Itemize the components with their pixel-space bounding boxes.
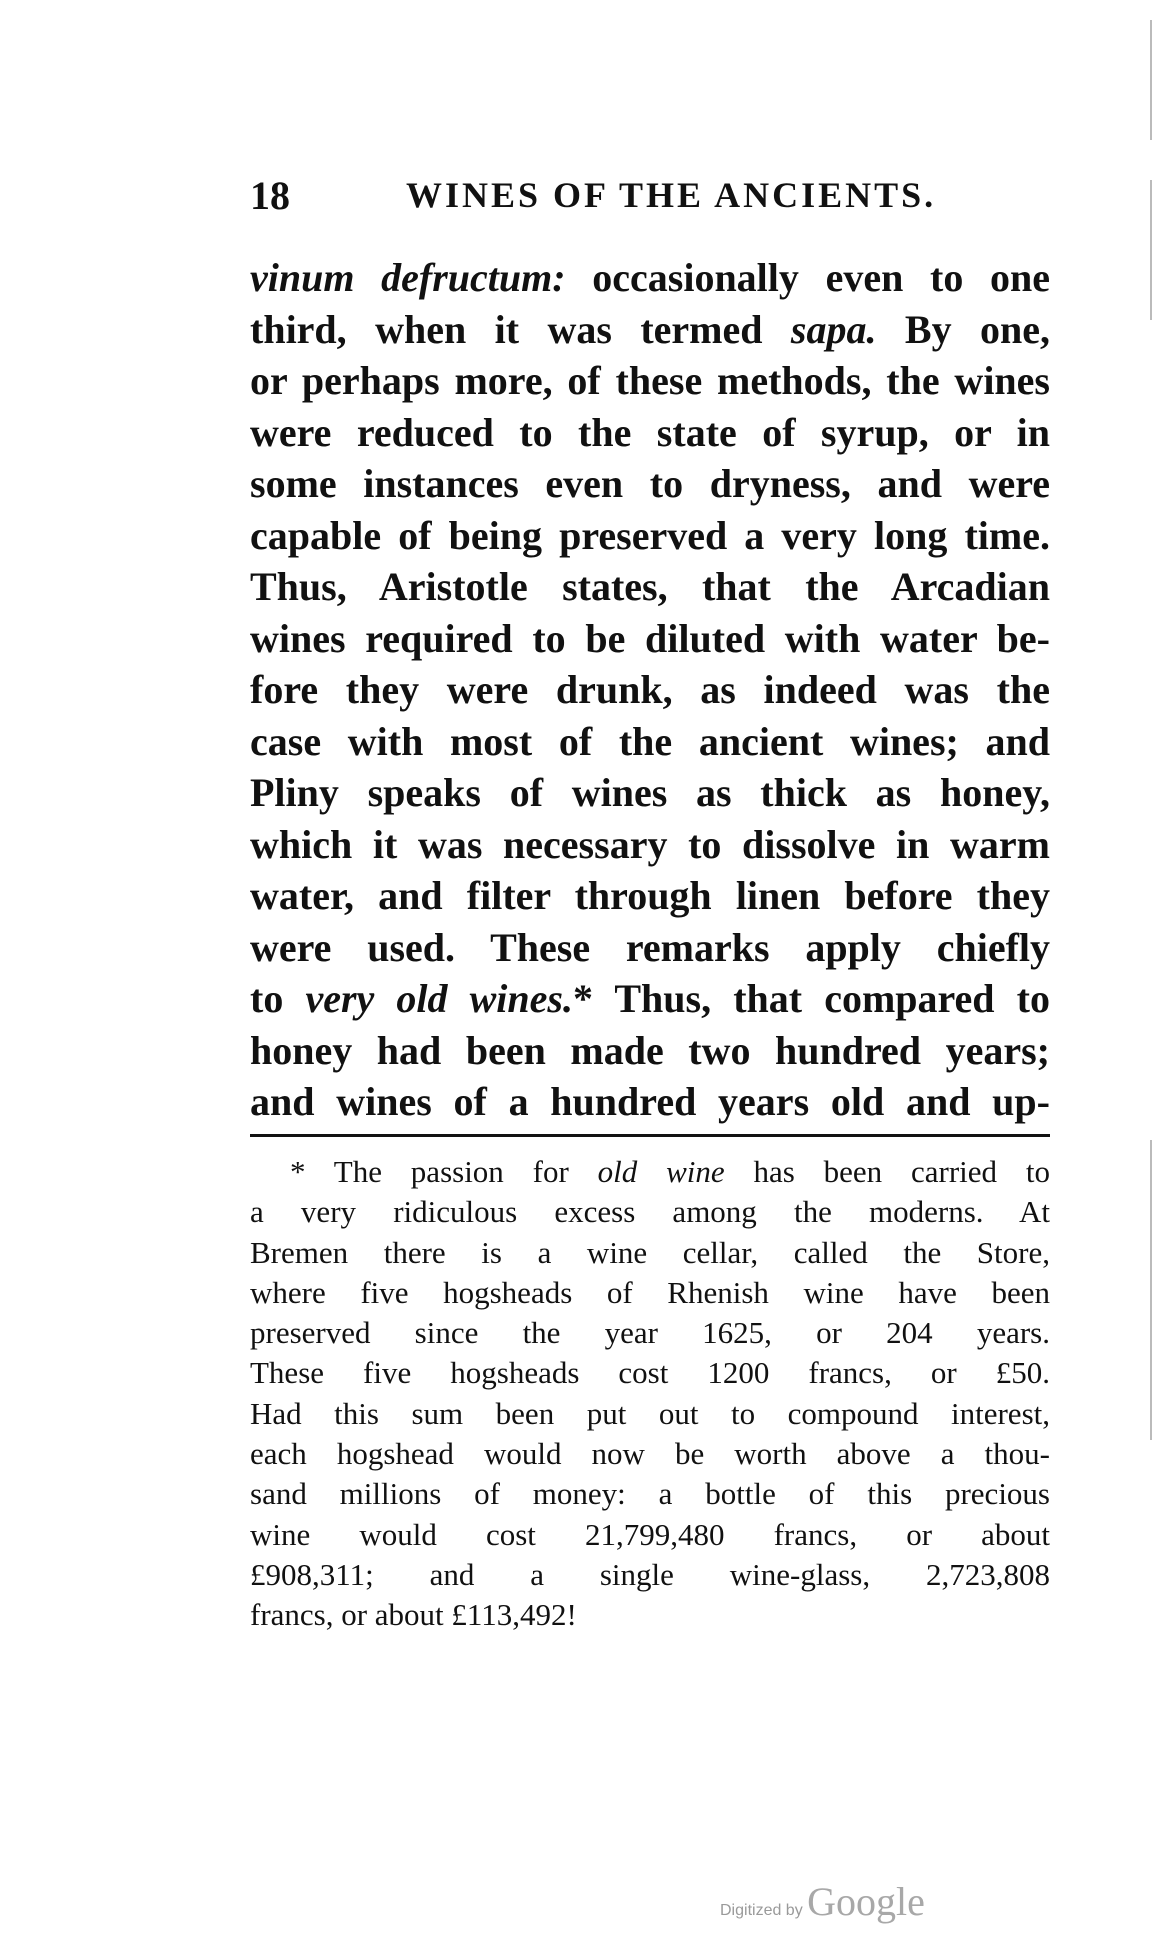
watermark-prefix: Digitized by xyxy=(720,1902,803,1919)
text-line: water, and filter through linen before they xyxy=(250,873,1050,918)
text-line xyxy=(250,973,1050,1025)
page-edge-shadow xyxy=(1150,20,1152,140)
footnote-line: a very ridiculous excess among the moderns. At xyxy=(250,1194,1050,1230)
text-line: fore they were drunk, as indeed was the xyxy=(250,667,1050,712)
footnote-line: sand millions of money: a bottle of this precious xyxy=(250,1476,1050,1512)
footnote-line: Had this sum been put out to compound interest, xyxy=(250,1395,1050,1431)
footnote xyxy=(250,1152,1050,1636)
text-line: or perhaps more, of these methods, the wines xyxy=(250,358,1050,403)
text-line: Thus, Aristotle states, that the Arcadian xyxy=(250,564,1050,609)
footnote-line: each hogshead would now be worth above a thou- xyxy=(250,1436,1050,1472)
text-line: honey had been made two hundred years; xyxy=(250,1027,1050,1073)
text-line: and wines of a hundred years old and up- xyxy=(250,1079,1050,1124)
text-line: capable of being preserved a very long time. xyxy=(250,512,1050,558)
text-run: to xyxy=(250,976,306,1021)
text-line: Pliny speaks of wines as thick as honey, xyxy=(250,770,1050,815)
text-run: has been carried to xyxy=(724,1154,1050,1189)
italic-term: very old wines. xyxy=(305,976,573,1021)
page-number: 18 xyxy=(250,173,290,218)
footnote-line: where five hogsheads of Rhenish wine have been xyxy=(250,1274,1050,1310)
italic-term: old wine xyxy=(597,1154,725,1189)
footnote-line: £908,311; and a single wine-glass, 2,723,808 xyxy=(250,1556,1050,1592)
running-title: WINES OF THE ANCIENTS. xyxy=(406,175,937,215)
watermark-brand: Google xyxy=(807,1879,925,1924)
text-line: wines required to be diluted with water be- xyxy=(250,615,1050,661)
italic-term: sapa. xyxy=(790,306,877,352)
digitized-watermark xyxy=(720,1878,925,1925)
footnote-line: These five hogsheads cost 1200 francs, or £50. xyxy=(250,1355,1050,1391)
text-run: By one, xyxy=(876,306,1050,352)
text-run: * Thus, that compared to xyxy=(572,976,1050,1021)
footnote-line: preserved since the year 1625, or 204 years. xyxy=(250,1315,1050,1351)
footnote-line: wine would cost 21,799,480 francs, or about xyxy=(250,1516,1050,1552)
text-run: * The passion for xyxy=(290,1154,598,1189)
text-line: case with most of the ancient wines; and xyxy=(250,718,1050,764)
text-run: occasionally even to one xyxy=(565,255,1050,300)
text-line: were reduced to the state of syrup, or in xyxy=(250,409,1050,455)
footnote-rule xyxy=(250,1134,1050,1137)
footnote-line: Bremen there is a wine cellar, called the Store, xyxy=(250,1234,1050,1270)
page-edge-shadow xyxy=(1150,180,1152,320)
footnote-line: francs, or about £113,492! xyxy=(250,1597,577,1633)
page-edge-shadow xyxy=(1150,1140,1152,1440)
text-line: some instances even to dryness, and were xyxy=(250,461,1050,506)
text-line xyxy=(250,304,1050,356)
text-line xyxy=(250,252,1050,304)
italic-term: vinum defructum: xyxy=(250,255,566,300)
footnote-line xyxy=(250,1152,1050,1192)
text-line: which it was necessary to dissolve in warm xyxy=(250,821,1050,867)
text-run: third, when it was termed xyxy=(250,306,791,352)
body-paragraph xyxy=(250,252,1050,1128)
text-line: were used. These remarks apply chiefly xyxy=(250,924,1050,970)
